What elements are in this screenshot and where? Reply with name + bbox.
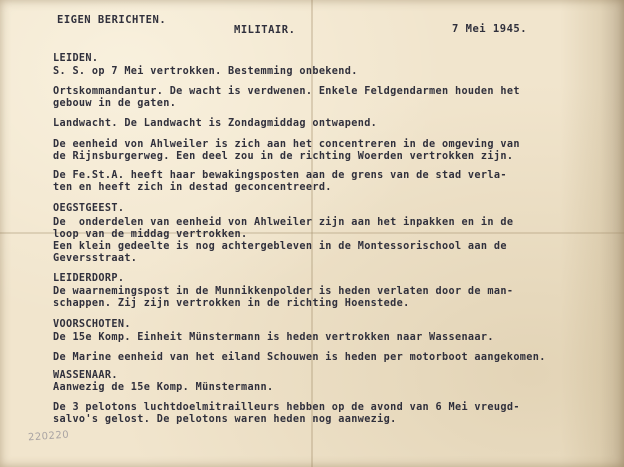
- header-source: EIGEN BERICHTEN.: [57, 14, 167, 26]
- report-line: Geversstraat.: [53, 253, 138, 264]
- report-line: Een klein gedeelte is nog achtergebleven in de Montessorischool aan de: [53, 241, 507, 252]
- header-category: MILITAIR.: [234, 24, 296, 36]
- report-line: Landwacht. De Landwacht is Zondagmiddag ontwapend.: [53, 118, 378, 129]
- report-line: loop van de middag vertrokken.: [53, 229, 248, 240]
- report-line: S. S. op 7 Mei vertrokken. Bestemming onbekend.: [53, 66, 358, 77]
- report-line: De 3 pelotons luchtdoelmitrailleurs hebben op de avond van 6 Mei vreugd-: [53, 402, 520, 413]
- section-title-leiden: LEIDEN.: [53, 53, 99, 64]
- report-line: De onderdelen van eenheid von Ahlweiler zijn aan het inpakken en in de: [53, 217, 514, 228]
- report-line: De waarnemingspost in de Munnikkenpolder is heden verlaten door de man-: [53, 286, 514, 297]
- report-line: De Fe.St.A. heeft haar bewakingsposten aan de grens van de stad verla-: [53, 170, 507, 181]
- report-line: Ortskommandantur. De wacht is verdwenen. Enkele Feldgendarmen houden het: [53, 86, 520, 97]
- report-line: salvo's gelost. De pelotons waren heden nog aanwezig.: [53, 414, 397, 425]
- section-title-wassenaar: WASSENAAR.: [53, 370, 118, 381]
- report-line: De eenheid von Ahlweiler is zich aan het concentreren in de omgeving van: [53, 139, 520, 150]
- header-date: 7 Mei 1945.: [452, 23, 528, 35]
- report-line: De Marine eenheid van het eiland Schouwen is heden per motorboot aangekomen.: [53, 352, 546, 363]
- report-line: schappen. Zij zijn vertrokken in de richting Hoenstede.: [53, 298, 410, 309]
- section-title-oegstgeest: OEGSTGEEST.: [53, 203, 125, 214]
- report-line: Aanwezig de 15e Komp. Münstermann.: [53, 382, 274, 393]
- section-title-voorschoten: VOORSCHOTEN.: [53, 319, 131, 330]
- section-title-leiderdorp: LEIDERDORP.: [53, 273, 125, 284]
- report-line: ten en heeft zich in destad geconcentreerd.: [53, 182, 332, 193]
- report-line: de Rijnsburgerweg. Een deel zou in de richting Woerden vertrokken zijn.: [53, 151, 514, 162]
- pencil-archive-number: 220220: [27, 429, 70, 444]
- report-line: De 15e Komp. Einheit Münstermann is heden vertrokken naar Wassenaar.: [53, 332, 494, 343]
- report-line: gebouw in de gaten.: [53, 98, 177, 109]
